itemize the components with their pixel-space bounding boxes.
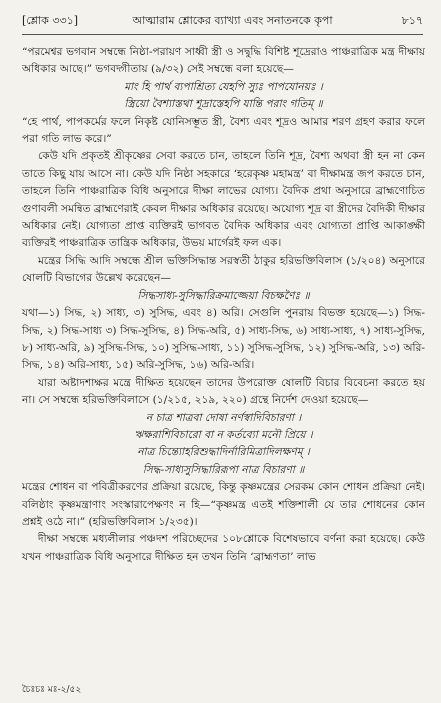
verse-line: স্ত্রিয়ো বৈশ্যাস্তথা শূদ্রাস্তেহপি যান্তি পরাং গতিম্‌ ॥: [124, 98, 323, 111]
verse-line: সিদ্ধসাধ্য-সুসিদ্ধারিক্রমাজ্জেয়া বিচক্ষণৈঃ ॥: [137, 289, 310, 302]
verse-line: নাত্র চিন্ত্যোহরিশুদ্ধাদির্নারিমিত্রাদিলক্ষণম্‌ ।: [137, 446, 310, 459]
verse-range: [শ্লোক ৩৩১]: [22, 13, 79, 27]
paragraph: “হে পার্থ, পাপকর্মের ফলে নিকৃষ্ট যোনিসম্ভূত স্ত্রী, বৈশ্য এবং শূদ্রও আমার শরণ গ্রহণ করার ফলে পরা গতি লাভ করে।”: [22, 115, 425, 146]
verse-line: মাং হি পার্থ ব্যপাশ্রিত্য যেহপি স্যুঃ পাপযোনয়ঃ ।: [124, 80, 323, 93]
verse-line: সিদ্ধ-সাধ্যসুসিদ্ধারিরূপা নাত্র বিচারণা ॥: [142, 463, 305, 476]
paragraph: যারা অষ্টাদশাক্ষর মন্ত্রে দীক্ষিত হয়েছেন তাদের উপরোক্ত ষোলটি বিচার বিবেচনা করতে হয় না। সে সম্বন্ধে হরিভক্তিবিলাসে (১/২১৫, ২১৯, ২২০) গ্রন্থে নির্দেশ দেওয়া হয়েছে—: [22, 376, 425, 407]
paragraph: মন্ত্রের সিদ্ধি আদি সম্বন্ধে শ্রীল ভক্তিসিদ্ধান্ত সরস্বতী ঠাকুর হরিভক্তিবিলাস (১/২০৪) অনুসারে ষোলটি বিভাগের উল্লেখ করেছেন—: [22, 254, 425, 285]
header-rule: [22, 34, 423, 35]
footer-signature: চৈঃচঃ মঃ-২/৫২: [22, 685, 82, 695]
page-body: [22, 44, 425, 566]
page-number: ৮১৭: [401, 13, 423, 27]
verse-line: ঋক্ষরাশিবিচারো বা ন কর্তব্যো মনৌ প্রিয়ে ।: [134, 428, 313, 441]
running-header: [22, 10, 423, 32]
paragraph: মন্ত্রের শোধন বা পবিত্রীকরণের প্রক্রিয়া রয়েছে, কিন্তু কৃষ্ণমন্ত্রের সেরকম কোন শোধন প্রক্রিয়া নেই। বলিষ্ঠাং কৃষ্ণমন্ত্রাণাং সংস্কারাপেক্ষণং ন হি—“কৃষ্ণমন্ত্র এতই শক্তিশালী যে তার শোধনের কোন প্রশ্নই ওঠে না।” (হরিভক্তিবিলাস ১/২৩৫)।: [22, 481, 425, 528]
verse-line: ন চাত্র শাত্রবা দোষা নর্ণস্বাদিবিচারণা ।: [145, 411, 302, 424]
chapter-title: আত্মারাম শ্লোকের ব্যাখ্যা এবং সনাতনকে কৃপা: [132, 13, 333, 27]
paragraph: কেউ যদি প্রকৃতই শ্রীকৃষ্ণের সেবা করতে চান, তাহলে তিনি শূদ্র, বৈশ্য অথবা স্ত্রী হন না কেন তাতে কিছু যায় আসে না। কেউ যদি নিষ্ঠা সহকারে ‘হরেকৃষ্ণ মহামন্ত্র’ বা দীক্ষামন্ত্র জপ করতে চান, তাহলে তিনি পাঞ্চরাত্রিক বিধি অনুসারে দীক্ষা লাভের যোগ্য। বৈদিক প্রথা অনুসারে ব্রাহ্মণোচিত গুণাবলী সমন্বিত ব্রাহ্মণেরাই কেবল দীক্ষার অধিকার রয়েছে। অযোগ্য শূদ্র বা স্ত্রীদের বৈদিকী দীক্ষার অধিকার নেই। যোগ্যতা প্রাপ্ত ব্যক্তিরই ভাগবত বৈদিক অধিকার এবং যোগ্যতা প্রাপ্তি আকাঙ্ক্ষী ব্যক্তিরই পাঞ্চরাত্রিক তান্ত্রিক অধিকার, উভয় মার্গেরই ফল এক।: [22, 150, 425, 250]
paragraph: যথা—১) সিদ্ধ, ২) সাধ্য, ৩) সুসিদ্ধ, এবং ৪) অরি। সেগুলি পুনরায় বিভক্ত হয়েছে—১) সিদ্ধ-সিদ্ধ, ২) সিদ্ধ-সাধ্য ৩) সিদ্ধ-সুসিদ্ধ, ৪) সিদ্ধ-অরি, ৫) সাধ্য-সিদ্ধ, ৬) সাধ্য-সাধ্য, ৭) সাধ্য-সুসিদ্ধ, ৮) সাধ্য-অরি, ৯) সুসিদ্ধ-সিদ্ধ, ১০) সুসিদ্ধ-সাধ্য, ১১) সুসিদ্ধ-সুসিদ্ধ, ১২) সুসিদ্ধ-অরি, ১৩) অরি-সিদ্ধ, ১৪) অরি-সাধ্য, ১৫) অরি-সুসিদ্ধ, ১৬) অরি-অরি।: [22, 307, 425, 372]
paragraph: দীক্ষা সম্বন্ধে মধ্যলীলার পঞ্চদশ পরিচ্ছেদের ১০৮শ্লোকে বিশেষভাবে বর্ণনা করা হয়েছে। কেউ যখন পাঞ্চরাত্রিক বিধি অনুসারে দীক্ষিত হন তখন তিনি ‘ব্রাহ্মণতা’ লাভ: [22, 533, 425, 563]
paragraph: “পরমেশ্বর ভগবান সম্বন্ধে নিষ্ঠা-পরায়ণ সাধ্বী স্ত্রী ও সদ্বুদ্ধি বিশিষ্ট শূদ্রেরাও পাঞ্চরাত্রিক মন্ত্র দীক্ষায় অধিকার আছে।” ভগবদ্গীতায় (৯/৩২) সেই সম্বন্ধে বলা হয়েছে—: [22, 46, 425, 76]
